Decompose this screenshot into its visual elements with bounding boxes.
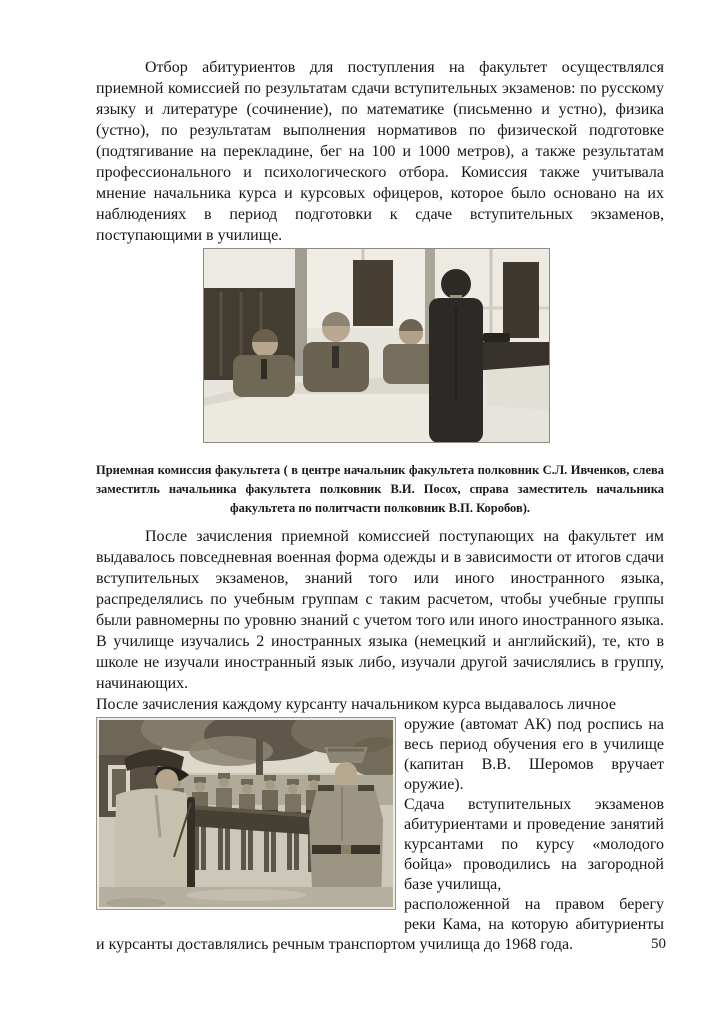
paragraph-weapon-intro: После зачисления каждому курсанту начальником курса выдавалось личное xyxy=(96,696,616,713)
admissions-committee-image xyxy=(203,248,550,443)
photo-text-wrap xyxy=(96,715,664,955)
paragraph-enrollment-groups: После зачисления приемной комиссией поступающих на факультет им выдавалось повседневная военная форма одежды и в зависимости от итогов сдачи вступительных экзаменов, знаний того или иного иностранного языка, распределялись по учебным группам с таким расчетом, чтобы учебные группы были равномерны по уровню знаний с учетом того или иного иностранного языка. В училище изучались 2 иностранных языка (немецкий и английский), те, кто в школе не изучали иностранный язык либо, изучали другой зачислялись в группу, начинающих. xyxy=(96,528,664,692)
text-column xyxy=(96,57,664,955)
photo1-caption: Приемная комиссия факультета ( в центре начальник факультета полковник С.Л. Ивченков, слева заместитль начальника факультета полковник В.И. Посох, справа заместитель начальника факультета по политчасти полковник В.П. Коробов). xyxy=(96,463,664,515)
paragraph-kama-river: расположенной на правом берегу реки Кама, на которую абитуриенты и курсанты доставлялись речным транспортом училища до 1968 года. xyxy=(96,896,664,953)
page-number: 50 xyxy=(651,936,666,952)
photo-admissions-committee xyxy=(203,248,550,443)
photo-weapon-ceremony xyxy=(96,717,396,910)
paragraph-exams-camp: Сдача вступительных экзаменов абитуриентами и проведение занятий курсантами по курсу «молодого бойца» проводились на загородной базе училища, xyxy=(404,796,664,893)
paragraph-admission-selection: Отбор абитуриентов для поступления на факультет осуществлялся приемной комиссией по результатам сдачи вступительных экзаменов: по русскому языку и литературе (сочинение), по математике (письменно и устно), физика (устно), по результатам выполнения нормативов по физической подготовке (подтягивание на перекладине, бег на 100 и 1000 метров), а также результатам профессионального и психологического отбора. Комиссия также учитывала мнение начальника курса и курсовых офицеров, которое было основано на их наблюдениях в период подготовки к сдаче вступительных экзаменов, поступающими в училище. xyxy=(96,59,664,244)
paragraph-weapon-issue: оружие (автомат АК) под роспись на весь период обучения его в училище (капитан В.В. Шеромов вручает оружие). xyxy=(404,716,664,793)
weapon-ceremony-image xyxy=(96,717,396,910)
